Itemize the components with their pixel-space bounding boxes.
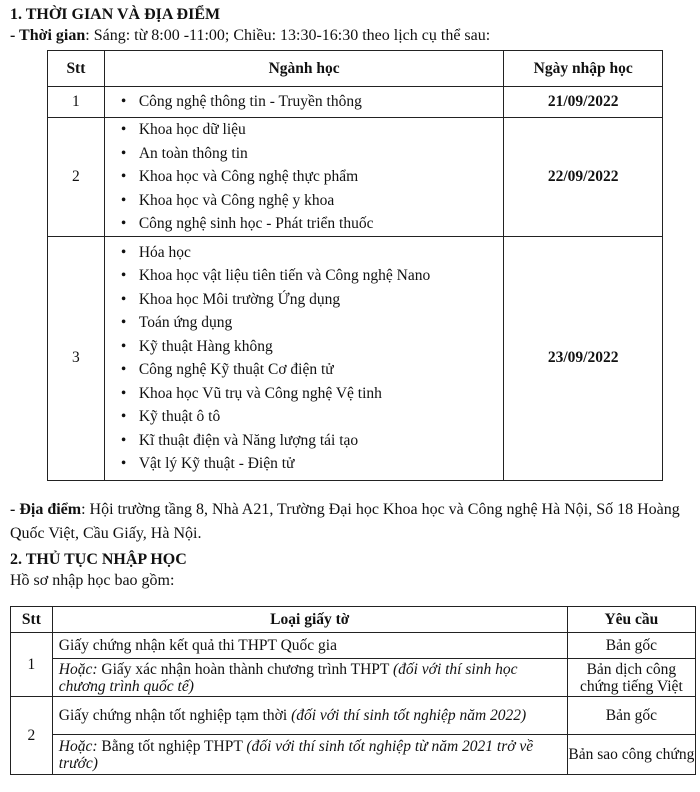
row-date: 21/09/2022: [504, 87, 663, 118]
row-stt: 2: [48, 118, 105, 237]
table-row: [48, 118, 663, 237]
time-text: : Sáng: từ 8:00 -11:00; Chiều: 13:30-16:30 theo lịch cụ thể sau:: [85, 27, 491, 44]
list-item: • Kĩ thuật điện và Năng lượng tái tạo: [117, 429, 504, 453]
table-row: [11, 633, 696, 659]
header-doc-type: Loại giấy tờ: [52, 607, 567, 633]
location-text: : Hội trường tầng 8, Nhà A21, Trường Đại học Khoa học và Công nghệ Hà Nội, Số 18 Hoàng Quốc Việt, Cầu Giấy, Hà Nội.: [10, 501, 680, 542]
row-requirement: Bản sao công chứng: [567, 735, 695, 775]
time-label: - Thời gian: [10, 27, 86, 44]
row-document: [52, 697, 567, 735]
list-item: • Khoa học và Công nghệ thực phẩm: [117, 165, 504, 189]
header-stt: Stt: [48, 51, 105, 87]
list-item: • Khoa học Vũ trụ và Công nghệ Vệ tinh: [117, 382, 504, 406]
time-line: [10, 27, 490, 45]
list-item: • Hóa học: [117, 241, 504, 265]
row-requirement: Bản dịch công chứng tiếng Việt: [567, 659, 695, 697]
row-majors: [104, 236, 504, 480]
list-item: • An toàn thông tin: [117, 142, 504, 166]
header-requirement: Yêu cầu: [567, 607, 695, 633]
document-name: Giấy chứng nhận tốt nghiệp tạm thời: [58, 707, 292, 724]
list-item: • Kỹ thuật Hàng không: [117, 335, 504, 359]
table-row: [48, 87, 663, 118]
section1-heading: 1. THỜI GIAN VÀ ĐỊA ĐIỂM: [10, 6, 221, 23]
schedule-header-row: [48, 51, 663, 87]
header-date: Ngày nhập học: [504, 51, 663, 87]
list-item: • Công nghệ thông tin - Truyền thông: [117, 90, 504, 114]
row-requirement: Bản gốc: [567, 633, 695, 659]
documents-table: [10, 606, 696, 775]
header-major: Ngành học: [104, 51, 504, 87]
list-item: • Khoa học dữ liệu: [117, 118, 504, 142]
schedule-table: [47, 50, 663, 481]
or-prefix: Hoặc:: [58, 660, 98, 678]
row-stt: 1: [48, 87, 105, 118]
document-note: (đối với thí sinh tốt nghiệp năm 2022): [291, 707, 527, 724]
row-date: 23/09/2022: [504, 236, 663, 480]
row-stt: 1: [11, 633, 53, 697]
table-row: [11, 659, 696, 697]
or-prefix: Hoặc:: [58, 737, 98, 755]
row-majors: [104, 118, 504, 237]
list-item: • Công nghệ Kỹ thuật Cơ điện tử: [117, 358, 504, 382]
table-row: [48, 236, 663, 480]
document-name: Bằng tốt nghiệp THPT: [97, 737, 247, 755]
row-stt: 2: [11, 697, 53, 775]
list-item: • Khoa học và Công nghệ y khoa: [117, 189, 504, 213]
section2-heading: 2. THỦ TỤC NHẬP HỌC: [10, 551, 187, 568]
list-item: • Khoa học Môi trường Ứng dụng: [117, 288, 504, 312]
row-document: Giấy chứng nhận kết quả thi THPT Quốc gia: [52, 633, 567, 659]
header-stt: Stt: [11, 607, 53, 633]
document-note: (đối với thí sinh học chương trình quốc tế): [58, 660, 518, 695]
document-name: Giấy xác nhận hoàn thành chương trình THPT: [97, 660, 393, 678]
location-paragraph: [10, 498, 694, 546]
documents-header-row: [11, 607, 696, 633]
row-majors: [104, 87, 504, 118]
table-row: [11, 697, 696, 735]
location-label: - Địa điểm: [10, 501, 82, 518]
row-date: 22/09/2022: [504, 118, 663, 237]
document-note: (đối với thí sinh tốt nghiệp từ năm 2021 trở về trước): [58, 737, 534, 772]
row-document: [52, 735, 567, 775]
row-document: [52, 659, 567, 697]
table-row: [11, 735, 696, 775]
list-item: • Vật lý Kỹ thuật - Điện tử: [117, 452, 504, 476]
list-item: • Khoa học vật liệu tiên tiến và Công nghệ Nano: [117, 264, 504, 288]
list-item: • Toán ứng dụng: [117, 311, 504, 335]
row-stt: 3: [48, 236, 105, 480]
section2-intro: Hồ sơ nhập học bao gồm:: [10, 572, 175, 589]
list-item: • Kỹ thuật ô tô: [117, 405, 504, 429]
row-requirement: Bản gốc: [567, 697, 695, 735]
list-item: • Công nghệ sinh học - Phát triển thuốc: [117, 212, 504, 236]
